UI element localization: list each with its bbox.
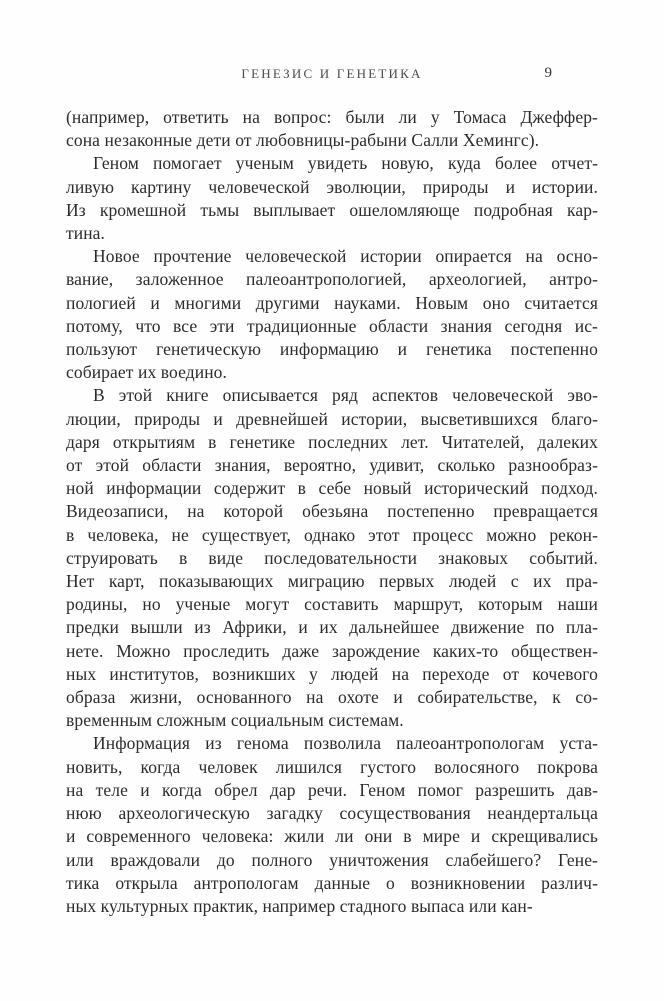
page-number: 9 bbox=[544, 65, 552, 81]
text-line: люции, природы и древнейшей истории, высветившихся благо- bbox=[66, 408, 598, 429]
text-line: нете. Можно проследить даже зарождение каких-то обществен- bbox=[66, 640, 598, 661]
text-line: даря открытиям в генетике последних лет. Читателей, далеких bbox=[66, 431, 598, 452]
paragraph bbox=[66, 384, 598, 732]
text-line: тина. bbox=[66, 223, 106, 244]
text-line: предки вышли из Африки, и их дальнейшее движение по пла- bbox=[66, 617, 598, 638]
text-line: временным сложным социальным системам. bbox=[66, 710, 404, 731]
text-line: пользуют генетическую информацию и генетика постепенно bbox=[66, 339, 598, 360]
text-line: струировать в виде последовательности знаковых событий. bbox=[66, 547, 598, 568]
text-line: Нет карт, показывающих миграцию первых людей с их пра- bbox=[66, 571, 598, 592]
text-line: новить, когда человек лишился густого волосяного покрова bbox=[66, 756, 598, 777]
text-line: собирает их воедино. bbox=[66, 362, 227, 383]
text-line: тика открыла антропологам данные о возникновении различ- bbox=[66, 872, 598, 893]
text-line: В этой книге описывается ряд аспектов человеческой эво- bbox=[93, 385, 598, 406]
paragraph bbox=[66, 106, 598, 152]
running-title: ГЕНЕЗИС И ГЕНЕТИКА bbox=[241, 66, 423, 81]
text-line: Информация из генома позволила палеоантропологам уста- bbox=[93, 733, 598, 754]
text-line: вание, заложенное палеоантропологией, археологией, антро- bbox=[66, 269, 598, 290]
text-line: Геном помогает ученым увидеть новую, куда более отчет- bbox=[93, 153, 598, 174]
text-line: ных культурных практик, например стадного выпаса или кан- bbox=[66, 895, 533, 916]
text-line: ливую картину человеческой эволюции, природы и истории. bbox=[66, 176, 598, 197]
text-line: ной информации содержит в себе новый исторический подход. bbox=[66, 478, 598, 499]
text-block bbox=[66, 106, 598, 918]
text-line: ных институтов, возникших у людей на переходе от кочевого bbox=[66, 663, 598, 684]
text-line: потому, что все эти традиционные области знания сегодня ис- bbox=[66, 315, 598, 336]
text-line: Из кромешной тьмы выплывает ошеломляюще подробная кар- bbox=[66, 199, 598, 220]
paragraph bbox=[66, 245, 598, 384]
text-line: сона незаконные дети от любовницы-рабыни Салли Хемингс). bbox=[66, 130, 540, 151]
text-line: или враждовали до полного уничтожения слабейшего? Гене- bbox=[66, 849, 598, 870]
text-line: нюю археологическую загадку сосуществования неандертальца bbox=[66, 803, 598, 824]
text-line: в человека, не существует, однако этот процесс можно рекон- bbox=[66, 524, 598, 545]
text-line: пологией и многими другими науками. Новым оно считается bbox=[66, 292, 598, 313]
page-header bbox=[66, 66, 598, 86]
text-line: образа жизни, основанного на охоте и собирательстве, к со- bbox=[66, 687, 598, 708]
text-line: на теле и когда обрел дар речи. Геном помог разрешить дав- bbox=[66, 779, 598, 800]
paragraph bbox=[66, 152, 598, 245]
text-line: и современного человека: жили ли они в мире и скрещивались bbox=[66, 826, 598, 847]
text-line: Новое прочтение человеческой истории опирается на осно- bbox=[93, 246, 598, 267]
text-line: (например, ответить на вопрос: были ли у Томаса Джеффер- bbox=[66, 107, 598, 127]
paragraph bbox=[66, 732, 598, 918]
text-line: Видеозаписи, на которой обезьяна постепенно превращается bbox=[66, 501, 598, 522]
text-line: от этой области знания, вероятно, удивит, сколько разнообраз- bbox=[66, 455, 598, 476]
text-line: родины, но ученые могут составить маршрут, которым наши bbox=[66, 594, 598, 615]
